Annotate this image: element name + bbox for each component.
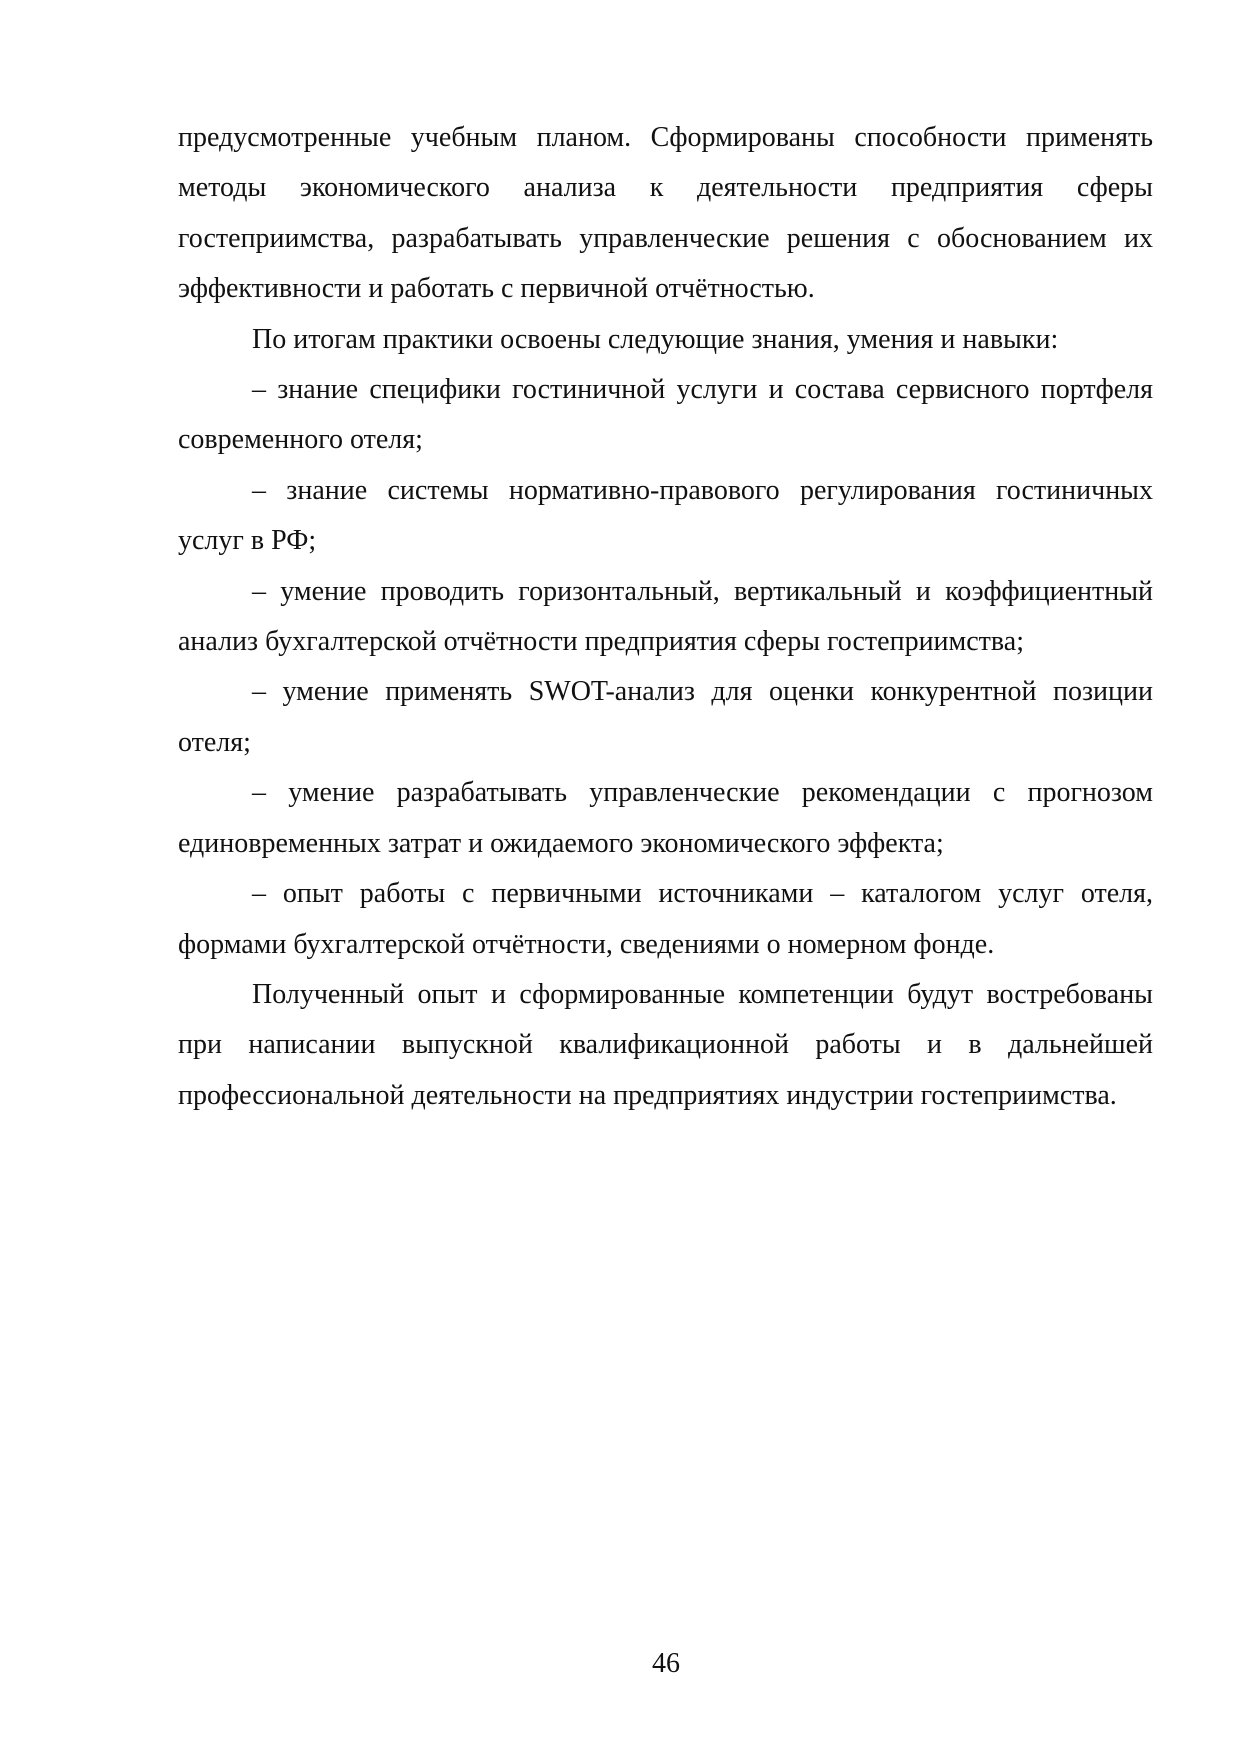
- paragraph-conclusion: Полученный опыт и сформированные компетенции будут востребованы при написании выпускной квалификационной работы и в дальнейшей профессиональной деятельности на предприятиях индустрии гостеприимства.: [178, 978, 1153, 1111]
- list-item-skill-recommendations: – умение разрабатывать управленческие рекомендации с прогнозом единовременных затрат и ожидаемого экономического эффекта;: [178, 777, 1153, 859]
- body-text: [178, 113, 1153, 1121]
- list-item-skill-analysis: – умение проводить горизонтальный, вертикальный и коэффициентный анализ бухгалтерской отчётности предприятия сферы гостеприимства;: [178, 575, 1153, 658]
- list-item-knowledge-service: – знание специфики гостиничной услуги и состава сервисного портфеля современного отеля;: [178, 374, 1153, 456]
- list-item-experience-sources: – опыт работы с первичными источниками – каталогом услуг отеля, формами бухгалтерской отчётности, сведениями о номерном фонде.: [178, 878, 1153, 960]
- list-item-skill-swot: – умение применять SWOT-анализ для оценки конкурентной позиции отеля;: [178, 676, 1153, 758]
- paragraph-continuation: предусмотренные учебным планом. Сформированы способности применять методы экономического анализа к деятельности предприятия сферы гостеприимства, разрабатывать управленческие решения с обоснованием их эффективности и работать с первичной отчётностью.: [178, 122, 1153, 305]
- page-number: 46: [652, 1648, 680, 1679]
- list-item-knowledge-regulation: – знание системы нормативно-правового регулирования гостиничных услуг в РФ;: [178, 474, 1153, 557]
- paragraph-intro-list: По итогам практики освоены следующие знания, умения и навыки:: [252, 323, 1059, 355]
